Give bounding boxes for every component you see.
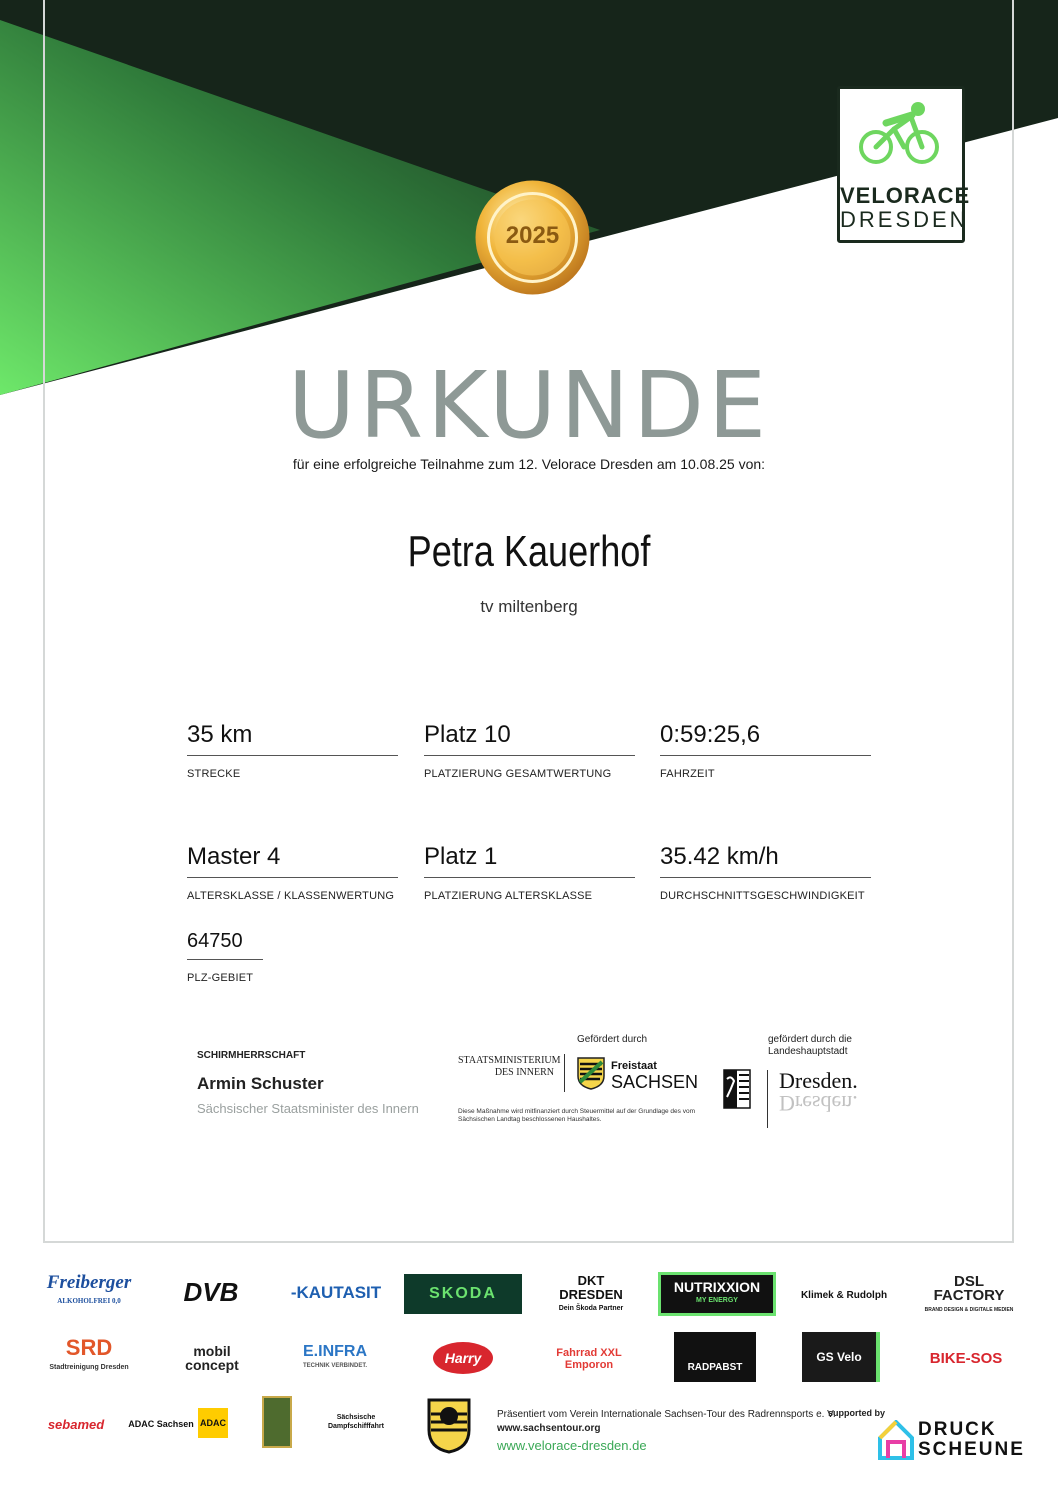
stat-label: STRECKE xyxy=(187,768,241,780)
stat-value: Platz 10 xyxy=(424,721,635,756)
sponsor-winery-logo xyxy=(262,1396,292,1448)
sponsor-radpabst-logo xyxy=(674,1332,756,1382)
velorace-url[interactable]: www.velorace-dresden.de xyxy=(497,1438,647,1453)
funded-by-city-label: gefördert durch die Landeshauptstadt xyxy=(768,1034,852,1057)
sponsor-dkt-logo xyxy=(546,1274,636,1316)
stat-label: PLATZIERUNG GESAMTWERTUNG xyxy=(424,768,612,780)
stat-class-rank xyxy=(424,843,635,902)
sachsentour-badge-icon xyxy=(425,1396,473,1454)
saxony-small: Freistaat xyxy=(611,1060,657,1072)
sponsor-adac-logo xyxy=(198,1408,228,1438)
druckscheune-wordmark xyxy=(918,1420,1025,1460)
stat-distance xyxy=(187,721,398,780)
sponsor-skoda-logo xyxy=(404,1274,522,1314)
sponsor-sub: ALKOHOLFREI 0,0 xyxy=(57,1297,121,1305)
druck-line2: SCHEUNE xyxy=(918,1439,1025,1460)
sponsor-name: mobil concept xyxy=(185,1343,239,1373)
stat-label: PLZ-GEBIET xyxy=(187,972,254,984)
cyclist-icon xyxy=(856,99,946,169)
sponsor-sub: MY ENERGY xyxy=(696,1297,738,1304)
sponsor-einfra-logo xyxy=(292,1344,378,1374)
stat-value: Platz 1 xyxy=(424,843,635,878)
sponsor-bike-sos-logo xyxy=(924,1344,1008,1372)
medal-year: 2025 xyxy=(505,222,560,249)
stat-age-class xyxy=(187,843,398,902)
divider xyxy=(564,1054,565,1092)
sponsor-name: SKODA xyxy=(429,1285,497,1302)
participant-club: tv miltenberg xyxy=(480,597,578,616)
patronage-label: SCHIRMHERRSCHAFT xyxy=(197,1050,306,1061)
funding-note: Diese Maßnahme wird mitfinanziert durch Steuermittel auf der Grundlage des vom Sächsischen Landtag beschlossenen Haushaltes. xyxy=(458,1108,695,1123)
sponsor-sebamed-logo xyxy=(48,1404,104,1444)
stat-value: 0:59:25,6 xyxy=(660,721,871,756)
saxony-coat-of-arms-icon xyxy=(576,1056,606,1090)
sponsor-name: DVB xyxy=(183,1276,239,1307)
sponsor-dampfschifffahrt-logo xyxy=(326,1396,386,1448)
presented-text: Präsentiert vom Verein Internationale Sachsen-Tour des Radrennsports e. V. xyxy=(497,1409,836,1420)
dresden-coat-of-arms-icon xyxy=(723,1069,751,1109)
sponsor-sub: Dein Škoda Partner xyxy=(558,1305,624,1312)
sponsor-name: SRD xyxy=(65,1335,113,1360)
stat-time xyxy=(660,721,871,780)
sponsor-name: Sächsische Dampfschifffahrt xyxy=(327,1414,384,1430)
saxony-wordmark xyxy=(611,1058,698,1090)
sponsor-freiberger-logo xyxy=(46,1272,132,1312)
sachsentour-url[interactable]: www.sachsentour.org xyxy=(497,1423,601,1434)
sponsor-dvb-logo xyxy=(164,1275,258,1309)
stat-overall-rank xyxy=(424,721,635,780)
participant-name: Petra Kauerhof xyxy=(407,527,651,576)
sponsor-gs-velo-logo xyxy=(802,1332,880,1382)
sponsor-mobil-concept-logo xyxy=(172,1342,252,1374)
stat-avg-speed xyxy=(660,843,871,902)
sponsor-sub: TECHNIK VERBINDET. xyxy=(302,1363,367,1369)
sponsor-name: -KAUTASIT xyxy=(290,1283,382,1302)
sponsor-adac-sachsen-text xyxy=(128,1414,194,1434)
sponsor-name: RADPABST xyxy=(687,1361,743,1373)
sponsor-name: E.INFRA xyxy=(303,1343,367,1360)
sponsor-name: BIKE-SOS xyxy=(929,1349,1003,1367)
sponsor-name: Klimek & Rudolph xyxy=(800,1289,888,1301)
sponsor-nutrixxion-logo xyxy=(658,1272,776,1316)
stat-label: ALTERSKLASSE / KLASSENWERTUNG xyxy=(187,890,395,902)
certificate-subtitle: für eine erfolgreiche Teilnahme zum 12. Velorace Dresden am 10.08.25 von: xyxy=(292,456,766,472)
supported-by-label: supported by xyxy=(828,1408,886,1418)
stat-value: 35 km xyxy=(187,721,398,756)
sponsor-name: Freiberger xyxy=(46,1272,132,1293)
sponsor-name: ADAC Sachsen xyxy=(128,1419,194,1429)
druck-line1: DRUCK xyxy=(918,1419,997,1440)
druckscheune-house-icon xyxy=(878,1420,914,1460)
sponsor-srd-logo xyxy=(46,1334,132,1382)
sponsor-fahrrad-xxl-logo xyxy=(548,1344,630,1374)
stat-label: DURCHSCHNITTSGESCHWINDIGKEIT xyxy=(660,890,865,902)
funded-by-label: Gefördert durch xyxy=(577,1034,648,1045)
stat-value: Master 4 xyxy=(187,843,398,878)
sponsor-name: GS Velo xyxy=(816,1350,862,1364)
sponsor-name: Harry xyxy=(444,1350,482,1366)
presented-by xyxy=(497,1408,836,1436)
sponsor-name: NUTRIXXION xyxy=(673,1279,761,1295)
stat-label: FAHRZEIT xyxy=(660,768,715,780)
stat-label: PLATZIERUNG ALTERSKLASSE xyxy=(424,890,593,902)
sponsor-klimek-rudolph-logo xyxy=(798,1274,890,1316)
velorace-logo xyxy=(837,86,971,243)
ministry-name: STAATSMINISTERIUM DES INNERN xyxy=(458,1055,561,1078)
sponsor-harry-logo xyxy=(433,1342,493,1374)
sponsor-kautasit-logo xyxy=(286,1280,386,1306)
certificate-title: URKUNDE xyxy=(287,352,771,459)
sponsor-name: Fahrrad XXL Emporon xyxy=(556,1347,622,1371)
stat-value: 64750 xyxy=(187,930,263,960)
sponsor-name: DSL FACTORY xyxy=(933,1273,1005,1304)
logo-line1: VELORACE xyxy=(840,183,971,208)
stat-value: 35.42 km/h xyxy=(660,843,871,878)
sponsor-name: DKT DRESDEN xyxy=(559,1273,623,1302)
logo-line2: DRESDEN xyxy=(840,207,969,232)
dresden-wordmark: Dresden. xyxy=(779,1068,858,1093)
sponsor-dsl-factory-logo xyxy=(918,1273,1020,1313)
sponsor-name: sebamed xyxy=(47,1416,105,1432)
saxony-name: SACHSEN xyxy=(611,1072,699,1092)
patron-name: Armin Schuster xyxy=(197,1074,324,1093)
dresden-wordmark-reflection: Dresden. xyxy=(779,1091,858,1116)
sponsor-sub: Stadtreinigung Dresden xyxy=(49,1364,129,1371)
patron-role: Sächsischer Staatsminister des Innern xyxy=(197,1101,419,1116)
sponsor-name: ADAC xyxy=(200,1418,226,1428)
sponsor-sub: BRAND DESIGN & DIGITALE MEDIEN xyxy=(924,1307,1014,1313)
stat-postal-code xyxy=(187,930,263,984)
divider xyxy=(767,1070,768,1128)
